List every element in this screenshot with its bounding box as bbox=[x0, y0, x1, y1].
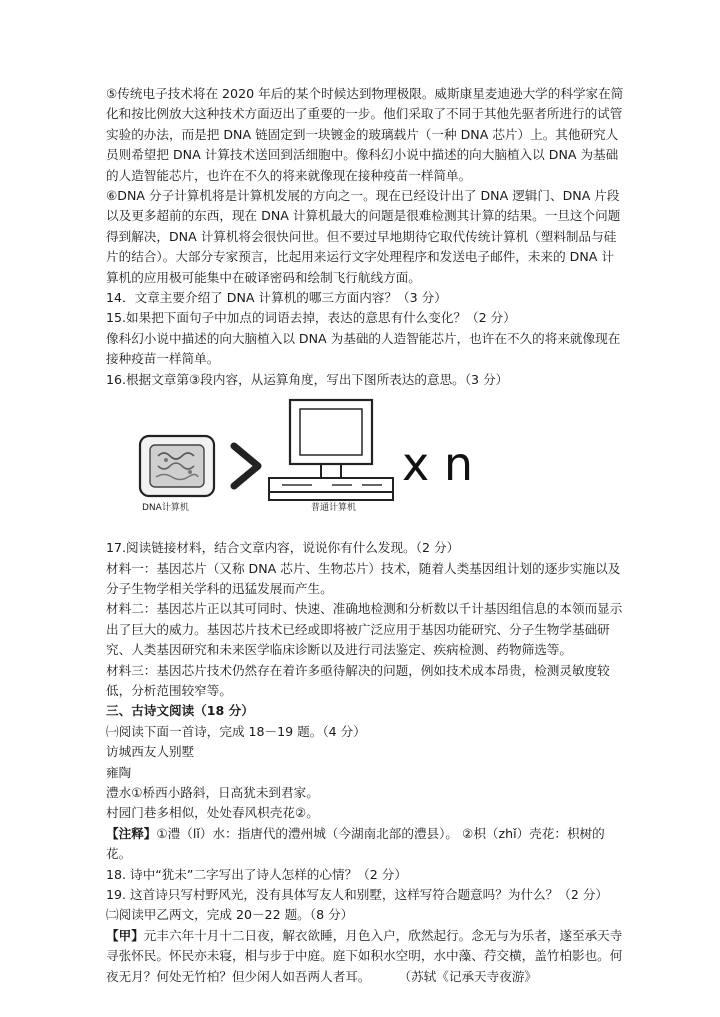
material-2: 材料二：基因芯片正以其可同时、快速、准确地检测和分析数以千计基因组信息的本领而显示出了巨大的威力。基因芯片技术已经或即将被广泛应用于基因功能研究、分子生物学基础研究、人类基因研究和未来医学临床诊断以及进行司法鉴定、疾病检测、药物筛选等。 bbox=[106, 601, 623, 658]
poem-line-2: 村园门巷多相似，处处春风枳壳花②。 bbox=[106, 805, 319, 821]
greater-than-sign bbox=[234, 446, 258, 486]
passage-jia-source: （苏轼《记承天寺夜游》 bbox=[398, 968, 537, 984]
page-content bbox=[106, 84, 626, 987]
part-2-instruction: ㈡阅读甲乙两文，完成 20－22 题。（8 分） bbox=[106, 907, 354, 923]
poem-line-1: 澧水①桥西小路斜，日高犹未到君家。 bbox=[106, 784, 319, 800]
question-16: 16.根据文章第③段内容，从运算角度，写出下图所表达的意思。（3 分） bbox=[106, 371, 509, 387]
passage-jia-label: 【甲】 bbox=[106, 927, 144, 943]
figure-dna-vs-computer bbox=[106, 394, 626, 532]
section-3-heading: 三、古诗文阅读（18 分） bbox=[106, 703, 254, 719]
notes-text: ①澧（lǐ）水：指唐代的澧州城（今湖南北部的澧县）。 ②枳（zhǐ）壳花：枳树的花。 bbox=[106, 825, 605, 862]
caption-ordinary-computer: 普通计算机 bbox=[311, 503, 357, 514]
passage-jia-text: 元丰六年十月十二日夜，解衣欲睡，月色入户，欣然起行。念无与为乐者，遂至承天寺寻张怀民。怀民亦未寝，相与步于中庭。庭下如积水空明，水中藻、荇交横，盖竹柏影也。何夜无月？何处无竹柏？但少闲人如吾两人者耳。 bbox=[106, 927, 623, 984]
poem-notes bbox=[106, 824, 626, 865]
computer-icon bbox=[269, 400, 393, 500]
poem-author: 雍陶 bbox=[106, 764, 132, 780]
question-17: 17.阅读链接材料，结合文章内容，说说你有什么发现。（2 分） bbox=[106, 540, 460, 556]
dna-chip-icon bbox=[140, 436, 214, 496]
caption-dna-computer: DNA计算机 bbox=[142, 503, 189, 514]
question-15-sentence: 像科幻小说中描述的向大脑植入以 DNA 为基础的人造智能芯片，也许在不久的将来就像现在接种疫苗一样简单。 bbox=[106, 330, 621, 367]
notes-label: 【注释】 bbox=[106, 825, 157, 841]
question-19: 19. 这首诗只写村野风光，没有具体写友人和别墅，这样写符合题意吗？为什么？（2 分） bbox=[106, 887, 609, 902]
question-15: 15.如果把下面句子中加点的词语去掉，表达的意思有什么变化？（2 分） bbox=[106, 310, 516, 326]
poem-title: 访城西友人别墅 bbox=[106, 744, 195, 760]
material-1: 材料一：基因芯片（又称 DNA 芯片、生物芯片）技术，随着人类基因组计划的逐步实施以及分子生物学相关学科的迅猛发展而产生。 bbox=[106, 560, 621, 596]
question-18: 18. 诗中“犹未”二字写出了诗人怎样的心情？（2 分） bbox=[106, 866, 407, 882]
question-14: 14．文章主要介绍了 DNA 计算机的哪三方面内容？（3 分） bbox=[106, 290, 447, 306]
paragraph-6: ⑥DNA 分子计算机将是计算机发展的方向之一。现在已经设计出了 DNA 逻辑门、DNA 片段以及更多超前的东西，现在 DNA 计算机最大的问题是很难检测其计算的结果。一旦这个问题得到解决，DNA 计算机将会很快问世。但不要过早地期待它取代传统计算机（塑料制品与硅片的结合）。大部分专家预言，比起用来运行文字处理程序和发送电子邮件，未来的 DNA 计算机的应用极可能集中在破译密码和绘制飞行航线方面。 bbox=[106, 188, 621, 285]
passage-jia bbox=[106, 926, 626, 987]
multiply-n-text: x n bbox=[402, 437, 473, 492]
material-3: 材料三：基因芯片技术仍然存在着许多亟待解决的问题，例如技术成本昂贵，检测灵敏度较低，分析范围较窄等。 bbox=[106, 662, 610, 698]
paragraph-5: ⑤传统电子技术将在 2020 年后的某个时候达到物理极限。威斯康星麦迪逊大学的科学家在简化和按比例放大这种技术方面迈出了重要的一步。他们采取了不同于其他先驱者所进行的试管实验的办法，而是把 DNA 链固定到一块镀金的玻璃载片（一种 DNA 芯片）上。其他研究人员则希望把 DNA 计算技术送回到活细胞中。像科幻小说中描述的向大脑植入以 DNA 为基础的人造智能芯片，也许在不久的将来就像现在接种疫苗一样简单。 bbox=[106, 86, 624, 183]
part-1-instruction: ㈠阅读下面一首诗，完成 18－19 题。（4 分） bbox=[106, 723, 366, 739]
